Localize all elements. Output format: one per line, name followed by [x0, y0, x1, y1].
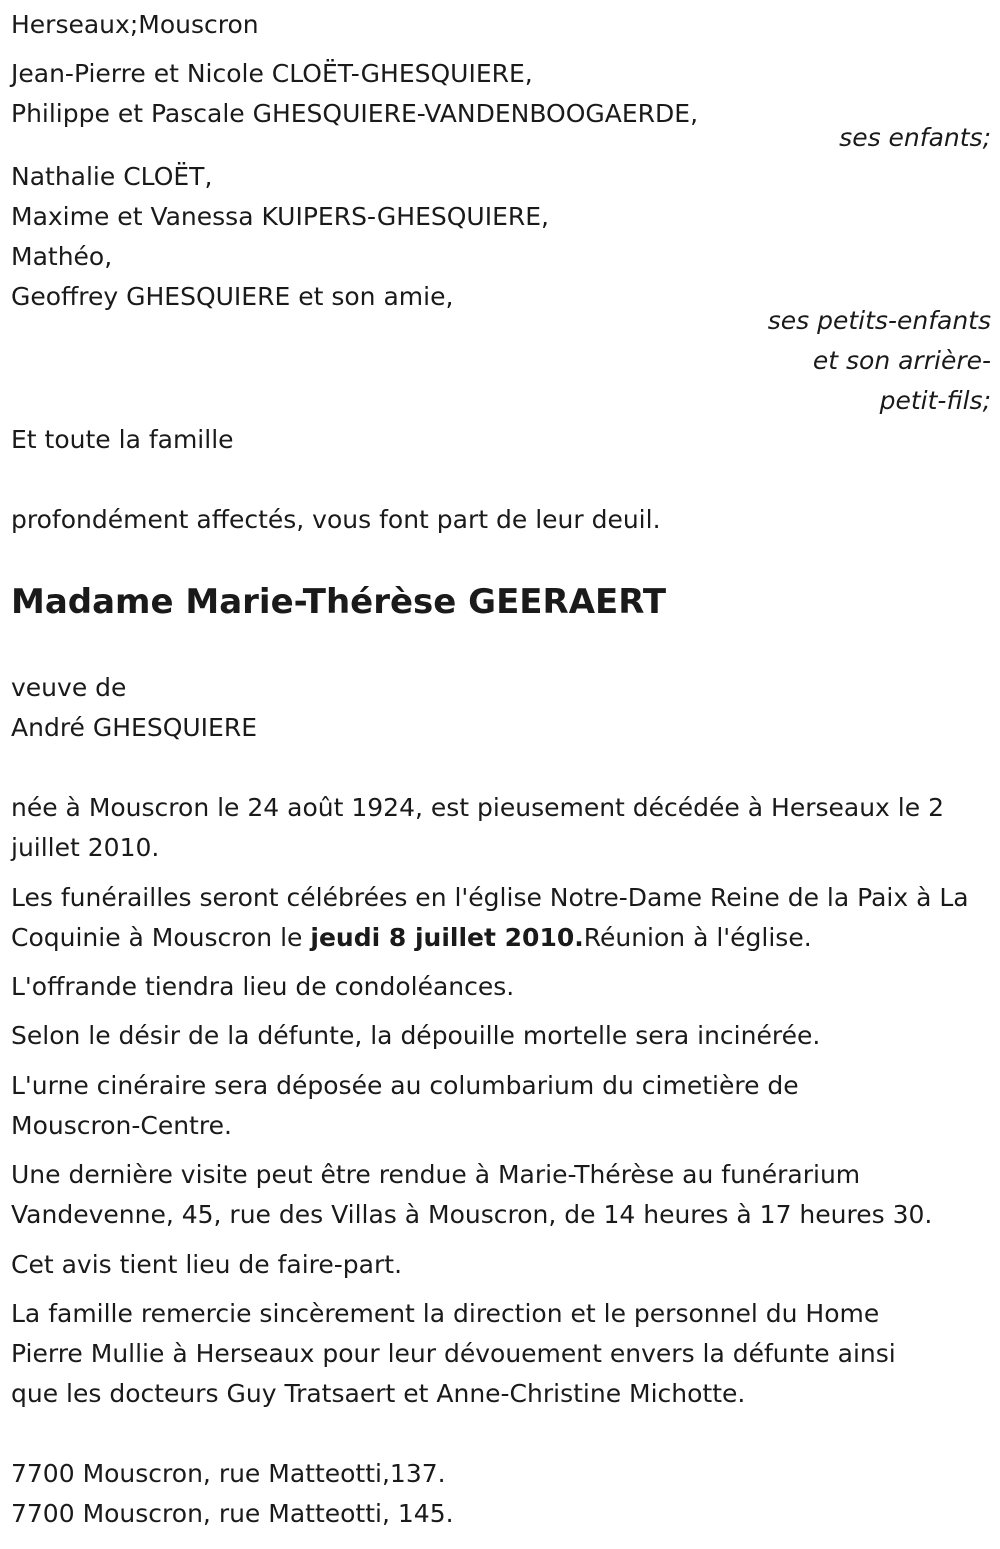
thanks-line: La famille remercie sincèrement la direction et le personnel du Home	[11, 1299, 880, 1328]
location-header: Herseaux;Mouscron	[11, 10, 259, 39]
funeral-date: jeudi 8 juillet 2010.	[310, 923, 584, 952]
grandchildren-role-line: petit-fils;	[879, 386, 991, 415]
family-line: Et toute la famille	[11, 425, 234, 454]
child-line: Philippe et Pascale GHESQUIERE-VANDENBOOGAERDE,	[11, 99, 699, 128]
child-line: Jean-Pierre et Nicole CLOËT-GHESQUIERE,	[11, 59, 533, 88]
grandchild-line: Mathéo,	[11, 242, 113, 271]
visit-line: Vandevenne, 45, rue des Villas à Mouscron, de 14 heures à 17 heures 30.	[11, 1200, 933, 1229]
announcement-line: profondément affectés, vous font part de leur deuil.	[11, 505, 661, 534]
urn-line: L'urne cinéraire sera déposée au columbarium du cimetière de	[11, 1071, 799, 1100]
deceased-name: Madame Marie-Thérèse GEERAERT	[11, 582, 667, 622]
grandchild-line: Nathalie CLOËT,	[11, 162, 213, 191]
notice-line: Cet avis tient lieu de faire-part.	[11, 1250, 403, 1279]
offering-line: L'offrande tiendra lieu de condoléances.	[11, 972, 515, 1001]
widow-of-label: veuve de	[11, 673, 127, 702]
children-role: ses enfants;	[839, 123, 991, 152]
thanks-line: que les docteurs Guy Tratsaert et Anne-Christine Michotte.	[11, 1379, 746, 1408]
address-line: 7700 Mouscron, rue Matteotti,137.	[11, 1459, 446, 1488]
address-line: 7700 Mouscron, rue Matteotti, 145.	[11, 1499, 454, 1528]
grandchildren-role-line: et son arrière-	[812, 346, 991, 375]
grandchild-line: Geoffrey GHESQUIERE et son amie,	[11, 282, 454, 311]
grandchildren-role-line: ses petits-enfants	[767, 306, 991, 335]
visit-line: Une dernière visite peut être rendue à Marie-Thérèse au funérarium	[11, 1160, 861, 1189]
grandchild-line: Maxime et Vanessa KUIPERS-GHESQUIERE,	[11, 202, 550, 231]
thanks-line: Pierre Mullie à Herseaux pour leur dévouement envers la défunte ainsi	[11, 1339, 896, 1368]
spouse-name: André GHESQUIERE	[11, 713, 258, 742]
funeral-paragraph	[11, 878, 991, 958]
cremation-line: Selon le désir de la défunte, la dépouille mortelle sera incinérée.	[11, 1021, 821, 1050]
birth-death-paragraph: née à Mouscron le 24 août 1924, est pieusement décédée à Herseaux le 2 juillet 2010.	[11, 793, 944, 862]
funeral-text: Les funérailles seront célébrées en l'église Notre-Dame Reine de la Paix à La Coquinie à Mouscron le	[11, 883, 969, 952]
urn-line: Mouscron-Centre.	[11, 1111, 232, 1140]
funeral-meeting: Réunion à l'église.	[583, 923, 812, 952]
